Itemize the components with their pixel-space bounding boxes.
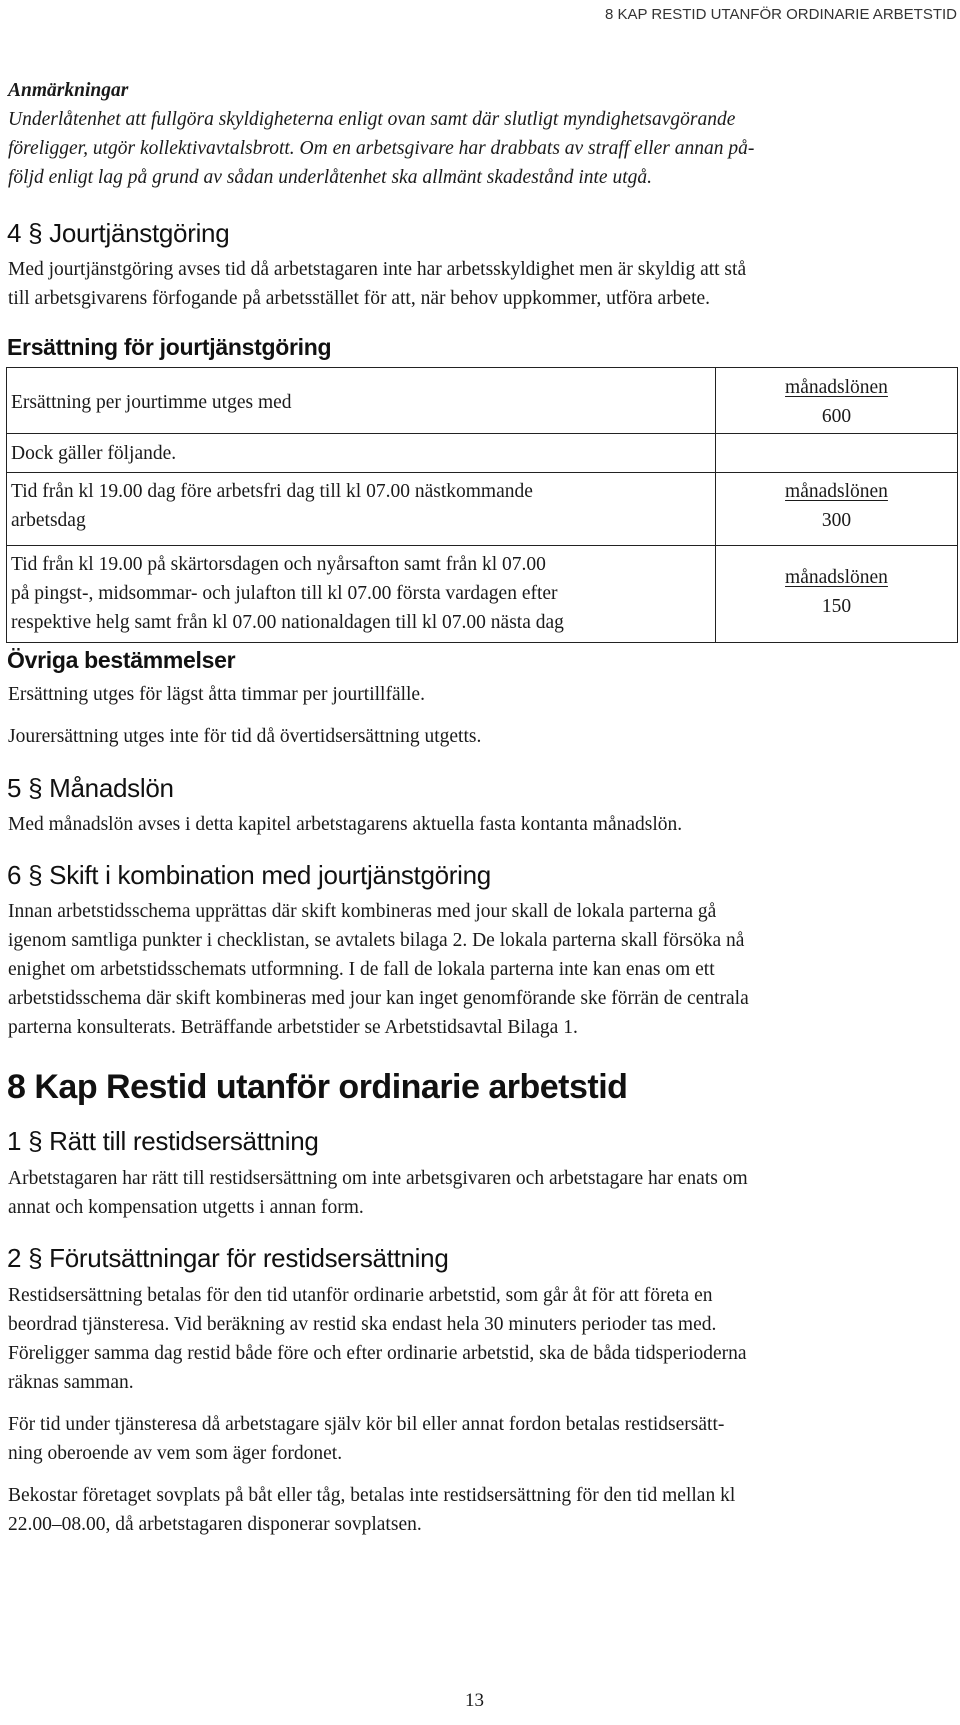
paragraph-line: räknas samman.	[8, 1372, 134, 1393]
paragraph-line: Bekostar företaget sovplats på båt eller tåg, betalas inte restidsersättning för den tid mellan kl	[8, 1485, 736, 1506]
notes-heading: Anmärkningar	[8, 80, 129, 101]
table-row	[7, 546, 958, 643]
chapter-title: 8 Kap Restid utanför ordinarie arbetstid	[7, 1068, 628, 1106]
rate-value: 600	[821, 406, 852, 427]
table-cell	[7, 434, 716, 473]
running-header: 8 KAP RESTID UTANFÖR ORDINARIE ARBETSTID	[604, 6, 957, 23]
table-cell	[716, 546, 958, 643]
paragraph-line: igenom samtliga punkter i checklistan, se avtalets bilaga 2. De lokala parterna skall försöka nå	[8, 930, 745, 951]
paragraph: Ersättning utges för lägst åtta timmar per jourtillfälle.	[8, 684, 425, 705]
rate-value: 150	[821, 596, 852, 617]
paragraph-line: till arbetsgivarens förfogande på arbetsstället för att, när behov uppkommer, utföra arbete.	[8, 288, 711, 309]
table-row	[7, 368, 958, 434]
paragraph-line: enighet om arbetstidsschemats utformning. I de fall de lokala parterna inte kan enas om ett	[8, 959, 715, 980]
table-row	[7, 434, 958, 473]
rate-value: 300	[821, 510, 852, 531]
page-number: 13	[465, 1690, 484, 1711]
table-cell-text: Tid från kl 19.00 dag före arbetsfri dag till kl 07.00 nästkommande	[11, 481, 533, 502]
table-cell-text: på pingst-, midsommar- och julafton till kl 07.00 första vardagen efter	[11, 583, 558, 604]
table-cell	[716, 434, 958, 473]
table-cell-text: Dock gäller följande.	[11, 443, 177, 464]
section-heading: 4 § Jourtjänstgöring	[7, 218, 230, 248]
table-cell-text: Ersättning per jourtimme utges med	[11, 392, 292, 413]
subsection-heading: Ersättning för jourtjänstgöring	[7, 334, 332, 360]
section-heading: 1 § Rätt till restidsersättning	[7, 1126, 319, 1156]
paragraph-line: parterna konsulterats. Beträffande arbetstider se Arbetstidsavtal Bilaga 1.	[8, 1017, 578, 1038]
section-heading: 2 § Förutsättningar för restidsersättning	[7, 1243, 449, 1273]
paragraph: Jourersättning utges inte för tid då övertidsersättning utgetts.	[8, 726, 482, 747]
rate-unit: månadslönen	[785, 481, 888, 502]
table-cell-text: respektive helg samt från kl 07.00 nationaldagen till kl 07.00 nästa dag	[11, 612, 564, 633]
subsection-heading: Övriga bestämmelser	[7, 647, 236, 673]
section-heading: 6 § Skift i kombination med jourtjänstgöring	[7, 860, 491, 890]
section-heading: 5 § Månadslön	[7, 773, 174, 803]
paragraph-line: Restidsersättning betalas för den tid utanför ordinarie arbetstid, som går åt för att företa en	[8, 1285, 713, 1306]
compensation-table	[6, 367, 958, 643]
table-cell-text: arbetsdag	[11, 510, 86, 531]
table-row	[7, 473, 958, 546]
rate-unit: månadslönen	[785, 567, 888, 588]
paragraph-line: ning oberoende av vem som äger fordonet.	[8, 1443, 343, 1464]
table-cell	[7, 368, 716, 434]
table-cell	[716, 473, 958, 546]
rate-unit: månadslönen	[785, 377, 888, 398]
table-cell-text: Tid från kl 19.00 på skärtorsdagen och nyårsafton samt från kl 07.00	[11, 554, 546, 575]
table-cell	[7, 546, 716, 643]
table-cell	[7, 473, 716, 546]
paragraph-line: Innan arbetstidsschema upprättas där skift kombineras med jour skall de lokala parterna gå	[8, 901, 717, 922]
paragraph-line: Arbetstagaren har rätt till restidsersättning om inte arbetsgivaren och arbetstagare har enats om	[8, 1168, 748, 1189]
paragraph-line: Med jourtjänstgöring avses tid då arbetstagaren inte har arbetsskyldighet men är skyldig att stå	[8, 259, 747, 280]
paragraph-line: beordrad tjänsteresa. Vid beräkning av restid ska endast hela 30 minuters perioder tas med.	[8, 1314, 717, 1335]
notes-line: följd enligt lag på grund av sådan underlåtenhet ska allmänt skadestånd inte utgå.	[8, 167, 652, 188]
paragraph: Med månadslön avses i detta kapitel arbetstagarens aktuella fasta kontanta månadslön.	[8, 814, 683, 835]
paragraph-line: annat och kompensation utgetts i annan form.	[8, 1197, 364, 1218]
notes-line: föreligger, utgör kollektivavtalsbrott. Om en arbetsgivare har drabbats av straff eller annan på-	[8, 138, 755, 159]
paragraph-line: Föreligger samma dag restid både före och efter ordinarie arbetstid, ska de båda tidsperioderna	[8, 1343, 747, 1364]
paragraph-line: arbetstidsschema där skift kombineras med jour kan inget genomförande ske förrän de centrala	[8, 988, 749, 1009]
notes-line: Underlåtenhet att fullgöra skyldigheterna enligt ovan samt där slutligt myndighetsavgörande	[8, 109, 736, 130]
paragraph-line: 22.00–08.00, då arbetstagaren disponerar sovplatsen.	[8, 1514, 422, 1535]
table-cell	[716, 368, 958, 434]
paragraph-line: För tid under tjänsteresa då arbetstagare själv kör bil eller annat fordon betalas restidsersätt-	[8, 1414, 725, 1435]
